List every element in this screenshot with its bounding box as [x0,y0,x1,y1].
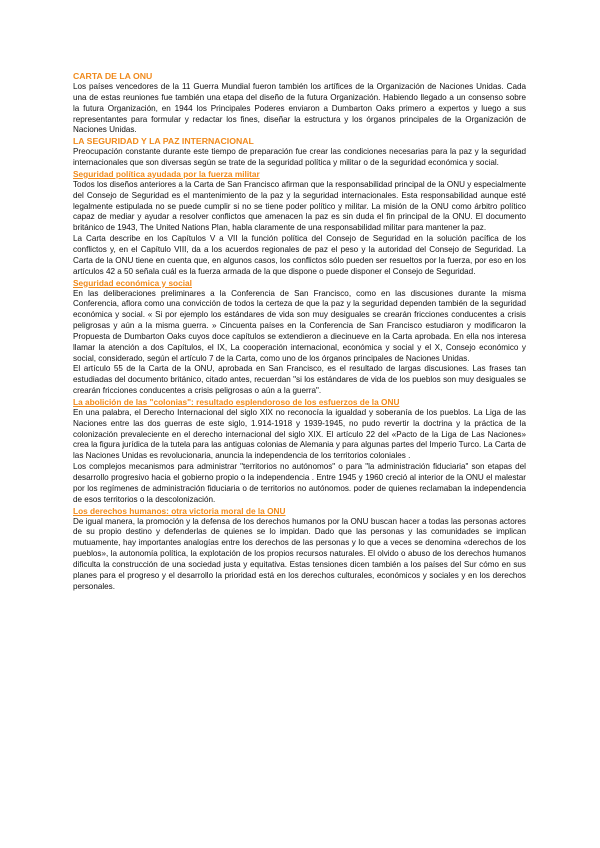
paragraph: Todos los diseños anteriores a la Carta de San Francisco afirman que la responsabilidad principal de la ONU y especialmente del Consejo de Seguridad es el mantenimiento de la paz y la seguridad internacionales. Esta responsabilidad aunque esté legalmente estipulada no se puede cumplir si no se tiene poder político y militar. La misión de la ONU como árbitro político capaz de mediar y ayudar a resolver conflictos que amenacen la paz es sin duda el fin principal de la ONU. El documento británico de 1943, The United Nations Plan, habla claramente de una responsabilidad militar para mantener la paz. [73,179,526,233]
subheading-political-security: Seguridad política ayudada por la fuerza militar [73,168,260,179]
subheading-colonies-abolition: La abolición de las "colonias": resultado esplendoroso de los esfuerzos de la ONU [73,396,400,407]
section-paragraph: Preocupación constante durante este tiempo de preparación fue crear las condiciones necesarias para la paz y la seguridad internacionales que son diversas según se trate de la seguridad política y militar o de la seguridad económica y social. [73,147,526,168]
subheading-economic-security: Seguridad económica y social [73,277,192,288]
paragraph: En las deliberaciones preliminares a la Conferencia de San Francisco, como en las discusiones durante la misma Conferencia, aflora como una convicción de todos la certeza de que la paz y la seguridad dependen también de la seguridad económica y social. « Si por ejemplo los estándares de vida son muy desiguales se crearán fricciones conducentes a crisis peligrosas y aún a la misma guerra. » Cincuenta países en la Conferencia de San Francisco estudiaron y modificaron la Propuesta de Dumbarton Oaks cuyos doce capítulos se extendieron a diecinueve en la Carta aprobada. En ella nos interesa llamar la atención a dos Capítulos, el IX, La cooperación internacional, económica y social y el X, Consejo económico y social, considerado, según el artículo 7 de la Carta, como uno de los órganos principales de Naciones Unidas. [73,288,526,363]
paragraph: En una palabra, el Derecho Internacional del siglo XIX no reconocía la igualdad y soberanía de los pueblos. La Liga de las Naciones entre las dos guerras de este siglo, 1.914-1918 y 1939-1945, no pudo revertir la doctrina y la práctica de la colonización prevaleciente en el derecho internacional del siglo XIX. El artículo 22 del «Pacto de la Liga de Las Naciones» crea la figura jurídica de la tutela para las antiguas colonias de Alemania y para algunas partes del Imperio Turco. La Carta de las Naciones Unidas es revolucionaria, anuncia la independencia de los territorios coloniales . [73,407,527,461]
paragraph: El artículo 55 de la Carta de la ONU, aprobada en San Francisco, es el resultado de largas discusiones. Las frases tan estudiadas del documento británico, citado antes, recuerdan "si los estándares de vida de los pueblos son muy desiguales se crearán fricciones conducentes a crisis peligrosas o aún a la guerra". [73,364,526,396]
intro-paragraph: Los países vencedores de la 11 Guerra Mundial fueron también los artífices de la Organización de Naciones Unidas. Cada una de estas reuniones fue también una etapa del diseño de la futura Organización. Habiendo llegado a un consenso sobre la futura Organización, en 1944 los Principales Poderes enviaron a Dumbarton Oaks primero a expertos y luego a sus representantes para formular y redactar los fines, diseñar la estructura y los órganos principales de la Organización de Naciones Unidas. [73,82,526,135]
document-title: CARTA DE LA ONU [73,71,153,81]
paragraph: La Carta describe en los Capítulos V a VII la función política del Consejo de Seguridad en la solución pacífica de los conflictos y, en el Capítulo VIII, da a los acuerdos regionales de paz el peso y la autoridad del Consejo de Seguridad. La Carta de la ONU tiene en cuenta que, en algunos casos, los conflictos sólo pueden ser resueltos por la fuerza, por eso en los artículos 42 a 50 señala cuál es la fuerza armada de la que dispone o puede disponer el Consejo de Seguridad. [73,234,526,276]
section-title-security-peace: LA SEGURIDAD Y LA PAZ INTERNACIONAL [73,136,254,147]
paragraph: Los complejos mecanismos para administrar "territorios no autónomos" o para "la administración fiduciaria" son etapas del desarrollo progresivo hacia el gobierno propio o la independencia . Entre 1945 y 1960 creció al interior de la ONU el malestar por los regímenes de administración fiduciaria o de territorios no autónomos. poder de quienes reclamaban la independencia de esos territorios o la descolonización. [73,462,526,504]
paragraph: De igual manera, la promoción y la defensa de los derechos humanos por la ONU buscan hacer a todas las personas actores de su propio destino y defenderlas de quienes se lo impidan. Dado que las personas y las comunidades se implican mutuamente, hay importantes analogías entre los derechos de las personas y lo que a veces se denomina «derechos de los pueblos», la autonomía política, la explotación de los propios recursos naturales. El olvido o abuso de los derechos humanos dificulta la construcción de una sociedad justa y equitativa. Estas tensiones dicen también a los países del Sur cómo en sus planes para el progreso y el desarrollo la prioridad está en los derechos culturales, económicos y sociales y en los derechos personales. [73,516,526,591]
subheading-human-rights: Los derechos humanos: otra victoria moral de la ONU [73,505,286,516]
